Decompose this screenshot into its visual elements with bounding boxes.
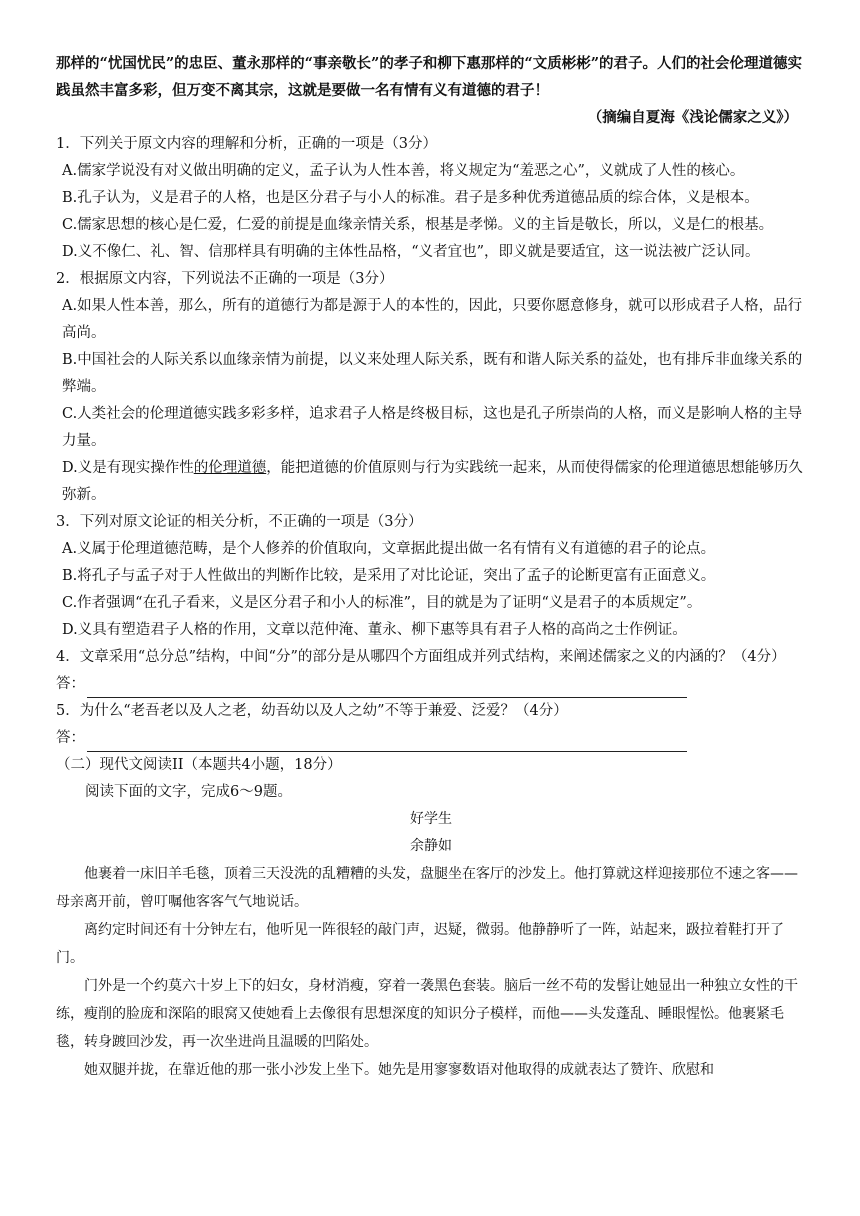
question-5-answer-label: 答：	[56, 730, 85, 746]
passage-closing-text: 那样的“忧国忧民”的忠臣、董永那样的“事亲敬长”的孝子和柳下惠那样的“文质彬彬”的君子。人们的社会伦理道德实践虽然丰富多彩，但万变不离其宗，这就是要做一名有情有义有道德的君子！	[56, 55, 803, 99]
question-1-stem: 1．下列关于原文内容的理解和分析，正确的一项是（3分）	[56, 136, 437, 152]
question-2-option-d	[56, 455, 806, 509]
question-3-option-c: C.作者强调“在孔子看来，义是区分君子和小人的标准”，目的就是为了证明“义是君子的本质规定”。	[62, 595, 702, 611]
story	[56, 806, 806, 1084]
question-3-stem: 3．下列对原文论证的相关分析，不正确的一项是（3分）	[56, 514, 423, 530]
section-2-heading: （二）现代文阅读II（本题共4小题，18分）	[56, 757, 342, 773]
story-paragraph-1: 他裹着一床旧羊毛毯，顶着三天没洗的乱糟糟的头发，盘腿坐在客厅的沙发上。他打算就这样迎接那位不速之客——母亲离开前，曾叮嘱他客客气气地说话。	[56, 866, 798, 910]
question-5-answer-line	[56, 725, 806, 752]
question-1-option-d: D.义不像仁、礼、智、信那样具有明确的主体性品格，“义者宜也”，即义就是要适宜，这一说法被广泛认同。	[62, 244, 760, 260]
question-2-option-d-underlined: 的伦理道德	[193, 460, 267, 476]
story-paragraph-3: 门外是一个约莫六十岁上下的妇女，身材消瘦，穿着一袭黑色套装。脑后一丝不苟的发髻让她显出一种独立女性的干练，瘦削的脸庞和深陷的眼窝又使她看上去像很有思想深度的知识分子模样，而他——头发蓬乱、睡眼惺忪。他裹紧毛毯，转身踱回沙发，再一次坐进尚且温暖的凹陷处。	[56, 978, 798, 1050]
question-2-option-d-post: ，能把道德的价值原则与行为实践统一起来，从而使得儒家的伦理道德思想能够历久弥新。	[62, 460, 803, 503]
question-4-answer-line	[56, 671, 806, 698]
question-4-stem: 4．文章采用“总分总”结构，中间“分”的部分是从哪四个方面组成并列式结构，来阐述儒家之义的内涵的？（4分）	[56, 649, 786, 665]
question-4-answer-rule[interactable]	[87, 679, 687, 698]
question-2-option-b: B.中国社会的人际关系以血缘亲情为前提，以义来处理人际关系，既有和谐人际关系的益处，也有排斥非血缘关系的弊端。	[62, 352, 803, 395]
question-1-option-b: B.孔子认为，义是君子的人格，也是区分君子与小人的标准。君子是多种优秀道德品质的综合体，义是根本。	[62, 190, 759, 206]
question-2-option-a: A.如果人性本善，那么，所有的道德行为都是源于人的本性的，因此，只要你愿意修身，就可以形成君子人格，品行高尚。	[62, 298, 803, 341]
passage-source: （摘编自夏海《浅论儒家之义》）	[587, 109, 798, 126]
section-2-instruction: 阅读下面的文字，完成6～9题。	[85, 784, 292, 800]
question-1-option-a: A.儒家学说没有对义做出明确的定义，孟子认为人性本善，将义规定为“羞恶之心”，义就成了人性的核心。	[62, 163, 745, 179]
question-3-option-b: B.将孔子与孟子对于人性做出的判断作比较，是采用了对比论证，突出了孟子的论断更富有正面意义。	[62, 568, 716, 584]
question-4-answer-label: 答：	[56, 676, 85, 692]
question-2-option-d-pre: D.义是有现实操作性	[62, 460, 194, 476]
question-1-option-c: C.儒家思想的核心是仁爱，仁爱的前提是血缘亲情关系，根基是孝悌。义的主旨是敬长，所以，义是仁的根基。	[62, 217, 774, 233]
question-3-option-d: D.义具有塑造君子人格的作用，文章以范仲淹、董永、柳下惠等具有君子人格的高尚之士作例证。	[62, 622, 687, 638]
story-paragraph-2: 离约定时间还有十分钟左右，他听见一阵很轻的敲门声，迟疑，微弱。他静静听了一阵，站起来，趿拉着鞋打开了门。	[56, 922, 784, 966]
question-2-option-c: C.人类社会的伦理道德实践多彩多样，追求君子人格是终极目标，这也是孔子所崇尚的人格，而义是影响人格的主导力量。	[62, 406, 803, 449]
question-2-stem: 2．根据原文内容，下列说法不正确的一项是（3分）	[56, 271, 394, 287]
question-5-answer-rule[interactable]	[87, 733, 687, 752]
story-title: 好学生	[410, 811, 452, 827]
question-3-option-a: A.义属于伦理道德范畴，是个人修养的价值取向，文章据此提出做一名有情有义有道德的君子的论点。	[62, 541, 716, 557]
story-author: 余静如	[410, 838, 452, 854]
story-paragraph-4: 她双腿并拢，在靠近他的那一张小沙发上坐下。她先是用寥寥数语对他取得的成就表达了赞许、欣慰和	[84, 1062, 714, 1078]
question-5-stem: 5．为什么“老吾老以及人之老，幼吾幼以及人之幼”不等于兼爱、泛爱？（4分）	[56, 703, 568, 719]
